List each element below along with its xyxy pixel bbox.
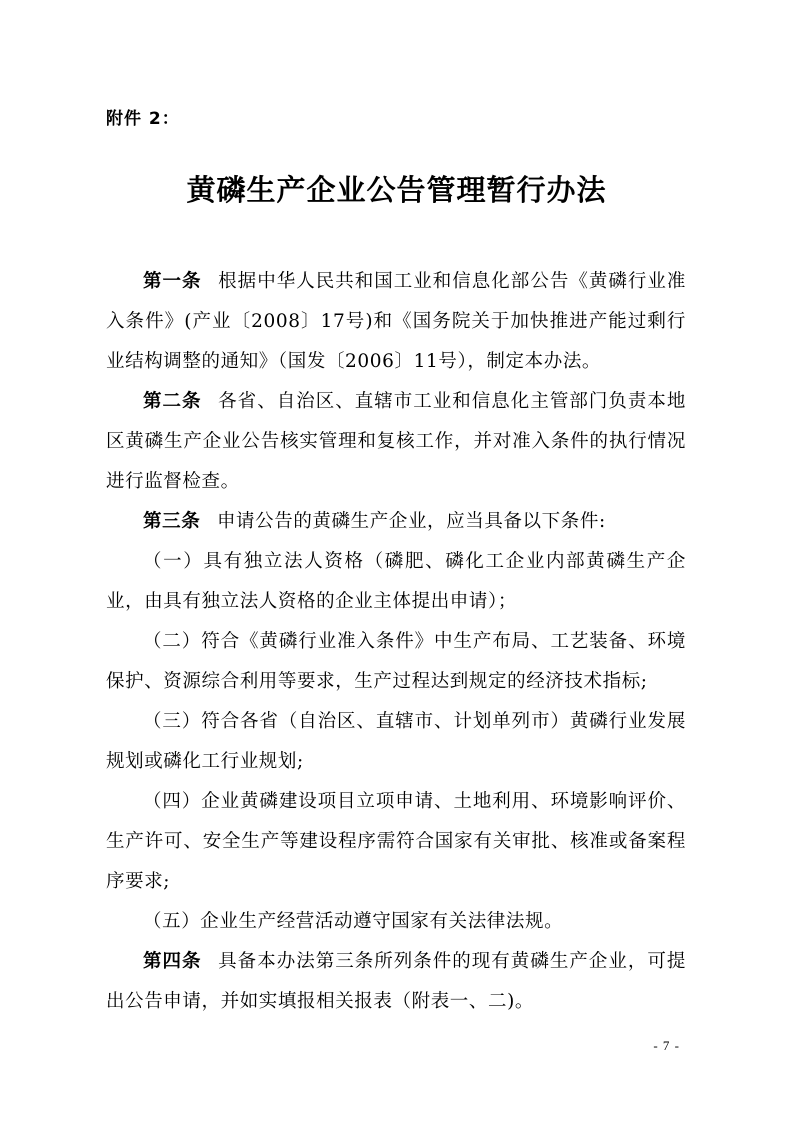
document-body bbox=[106, 262, 686, 1022]
article-4 bbox=[106, 942, 686, 1022]
article-3 bbox=[106, 502, 686, 542]
article-1 bbox=[106, 262, 686, 382]
article-text: 申请公告的黄磷生产企业，应当具备以下条件: bbox=[216, 511, 606, 532]
condition-item: （四）企业黄磷建设项目立项申请、土地利用、环境影响评价、生产许可、安全生产等建设程序需符合国家有关审批、核准或备案程序要求; bbox=[106, 791, 686, 892]
article-text: 根据中华人民共和国工业和信息化部公告《黄磷行业准入条件》(产业〔2008〕17号)和《国务院关于加快推进产能过剩行业结构调整的通知》（国发〔2006〕11号），制定本办法。 bbox=[106, 271, 686, 372]
article-text: 各省、自治区、直辖市工业和信息化主管部门负责本地区黄磷生产企业公告核实管理和复核工作，并对准入条件的执行情况进行监督检查。 bbox=[106, 391, 686, 492]
document-title: 黄磷生产企业公告管理暂行办法 bbox=[186, 173, 607, 207]
article-text: 具备本办法第三条所列条件的现有黄磷生产企业，可提出公告申请，并如实填报相关报表（附表一、二)。 bbox=[106, 951, 686, 1012]
page-number: - 7 - bbox=[653, 1038, 680, 1053]
article-2 bbox=[106, 382, 686, 502]
condition-item: （三）符合各省（自治区、直辖市、计划单列市）黄磷行业发展规划或磷化工行业规划; bbox=[106, 711, 686, 772]
condition-item: （五）企业生产经营活动遵守国家有关法律法规。 bbox=[143, 911, 564, 932]
article-label: 第二条 bbox=[143, 391, 202, 412]
article-label: 第一条 bbox=[143, 271, 202, 292]
condition-item: （二）符合《黄磷行业准入条件》中生产布局、工艺装备、环境保护、资源综合利用等要求，生产过程达到规定的经济技术指标; bbox=[106, 631, 686, 692]
attachment-label: 附件 2： bbox=[106, 109, 180, 129]
condition-item: （一）具有独立法人资格（磷肥、磷化工企业内部黄磷生产企业，由具有独立法人资格的企业主体提出申请）； bbox=[106, 551, 686, 612]
article-label: 第三条 bbox=[143, 511, 201, 532]
article-label: 第四条 bbox=[143, 951, 202, 972]
